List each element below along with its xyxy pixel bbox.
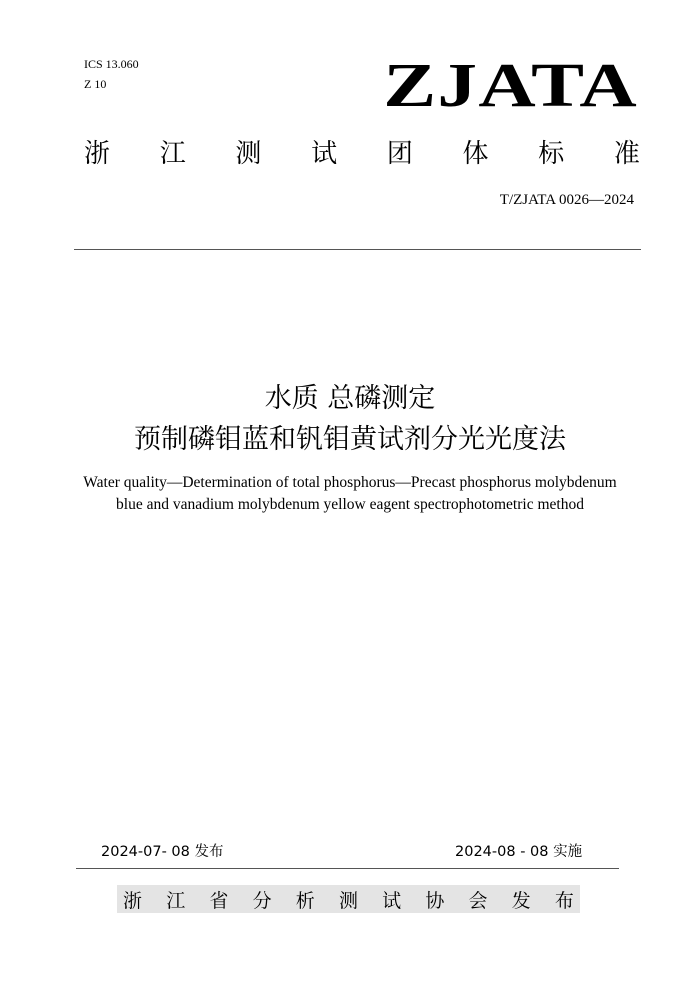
chinese-title-line1: 水质 总磷测定 bbox=[264, 383, 436, 414]
chinese-title-line2: 预制磷钼蓝和钒钼黄试剂分光光度法 bbox=[134, 424, 566, 455]
publisher-char: 浙 bbox=[123, 889, 143, 912]
category-code: Z 10 bbox=[84, 77, 107, 91]
publisher-char: 发 bbox=[511, 889, 531, 912]
publisher-char: 析 bbox=[295, 889, 315, 912]
header-divider bbox=[74, 249, 641, 250]
org-title-char: 标 bbox=[538, 139, 565, 169]
publisher-char: 布 bbox=[554, 889, 574, 912]
footer-divider bbox=[76, 868, 619, 869]
org-title-char: 体 bbox=[462, 139, 489, 169]
implement-date: 2024-08 - 08 实施 bbox=[455, 844, 583, 860]
publisher-char: 试 bbox=[382, 889, 402, 912]
ics-code: ICS 13.060 bbox=[84, 57, 139, 71]
org-title-char: 测 bbox=[235, 139, 262, 169]
classification-codes bbox=[84, 54, 139, 94]
org-title-char: 试 bbox=[311, 139, 338, 169]
org-title-char: 浙 bbox=[84, 139, 111, 169]
publisher-char: 分 bbox=[252, 889, 272, 912]
publisher-char: 省 bbox=[209, 889, 229, 912]
english-title-line1: Water quality—Determination of total phosphorus—Precast phosphorus molybdenum bbox=[83, 474, 617, 491]
publisher-char: 会 bbox=[468, 889, 488, 912]
publisher-char: 测 bbox=[338, 889, 358, 912]
standard-number: T/ZJATA 0026—2024 bbox=[499, 192, 634, 208]
zjata-logo: ZJATA bbox=[383, 52, 638, 120]
english-title-line2: blue and vanadium molybdenum yellow eagent spectrophotometric method bbox=[116, 496, 584, 513]
publisher-char: 江 bbox=[166, 889, 186, 912]
publisher-banner bbox=[117, 885, 580, 913]
org-title-char: 准 bbox=[613, 139, 640, 169]
publisher-char: 协 bbox=[425, 889, 445, 912]
org-title-char: 团 bbox=[386, 139, 413, 169]
org-title-char: 江 bbox=[159, 139, 186, 169]
publish-date: 2024-07- 08 发布 bbox=[101, 844, 224, 860]
org-standard-title bbox=[84, 136, 640, 172]
